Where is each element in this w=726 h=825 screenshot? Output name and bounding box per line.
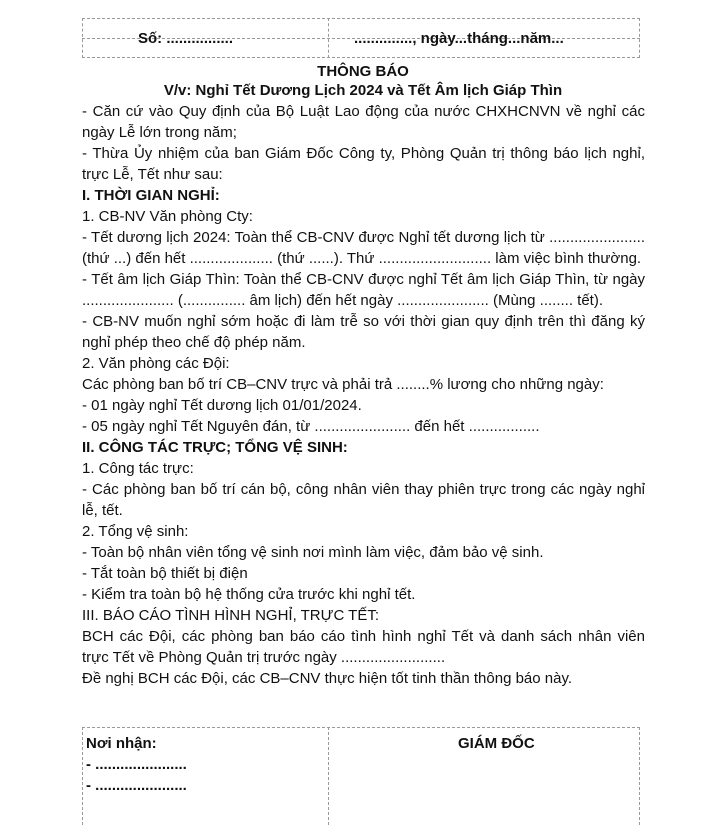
- paragraph: - Các phòng ban bố trí cán bộ, công nhân viên thay phiên trực trong các ngày nghỉ lễ, tết.: [82, 481, 645, 519]
- paragraph: - Tết âm lịch Giáp Thìn: Toàn thể CB-CNV được nghỉ Tết âm lịch Giáp Thìn, từ ngày ...................... (............... âm lịch) đến hết ngày ...................... (Mùng ........ tết).: [82, 271, 645, 309]
- document-subject: V/v: Nghỉ Tết Dương Lịch 2024 và Tết Âm lịch Giáp Thìn: [163, 82, 563, 99]
- paragraph: 2. Tổng vệ sinh:: [82, 523, 189, 540]
- paragraph: - CB-NV muốn nghỉ sớm hoặc đi làm trễ so với thời gian quy định trên thì đăng ký nghỉ phép theo chế độ phép năm.: [82, 313, 645, 351]
- document-date: .............., ngày...tháng...năm...: [354, 30, 564, 47]
- director-signature-label: GIÁM ĐỐC: [458, 735, 535, 752]
- paragraph: - Toàn bộ nhân viên tổng vệ sinh nơi mình làm việc, đảm bảo vệ sinh.: [82, 544, 544, 561]
- paragraph: - Tết dương lịch 2024: Toàn thể CB-CNV được Nghỉ tết dương lịch từ ....................... (thứ ...) đến hết .................... (thứ ......). Thứ ........................... làm việc bình thường.: [82, 229, 645, 267]
- document-number: Số: ................: [138, 30, 234, 47]
- paragraph: Các phòng ban bố trí CB–CNV trực và phải trả ........% lương cho những ngày:: [82, 376, 604, 393]
- paragraph: - Thừa Ủy nhiệm của ban Giám Đốc Công ty, Phòng Quản trị thông báo lịch nghỉ, trực Lễ, Tết như sau:: [82, 145, 645, 183]
- section-heading: II. CÔNG TÁC TRỰC; TỔNG VỆ SINH:: [82, 439, 348, 456]
- signature-divider: [328, 727, 329, 825]
- document-body: [82, 101, 645, 689]
- section-heading: I. THỜI GIAN NGHỈ:: [82, 187, 220, 204]
- recipient-line: - ......................: [86, 777, 187, 794]
- paragraph: - Kiểm tra toàn bộ hệ thống cửa trước khi nghỉ tết.: [82, 586, 416, 603]
- paragraph: - 05 ngày nghỉ Tết Nguyên đán, từ ....................... đến hết .................: [82, 418, 540, 435]
- paragraph: - Căn cứ vào Quy định của Bộ Luật Lao động của nước CHXHCNVN về nghỉ các ngày Lễ lớn trong năm;: [82, 103, 645, 141]
- paragraph: Đề nghị BCH các Đội, các CB–CNV thực hiện tốt tinh thần thông báo này.: [82, 670, 573, 687]
- document-title: THÔNG BÁO: [317, 63, 409, 80]
- paragraph: 1. CB-NV Văn phòng Cty:: [82, 208, 253, 225]
- section-heading: III. BÁO CÁO TÌNH HÌNH NGHỈ, TRỰC TẾT:: [82, 607, 380, 624]
- paragraph: - Tắt toàn bộ thiết bị điện: [82, 565, 248, 582]
- paragraph: 2. Văn phòng các Đội:: [82, 355, 230, 372]
- paragraph: 1. Công tác trực:: [82, 460, 194, 477]
- recipient-line: - ......................: [86, 756, 187, 773]
- paragraph: BCH các Đội, các phòng ban báo cáo tình hình nghỉ Tết và danh sách nhân viên trực Tết về Phòng Quản trị trước ngày .........................: [82, 628, 645, 666]
- recipients-label: Nơi nhận:: [86, 735, 157, 752]
- paragraph: - 01 ngày nghỉ Tết dương lịch 01/01/2024.: [82, 397, 362, 414]
